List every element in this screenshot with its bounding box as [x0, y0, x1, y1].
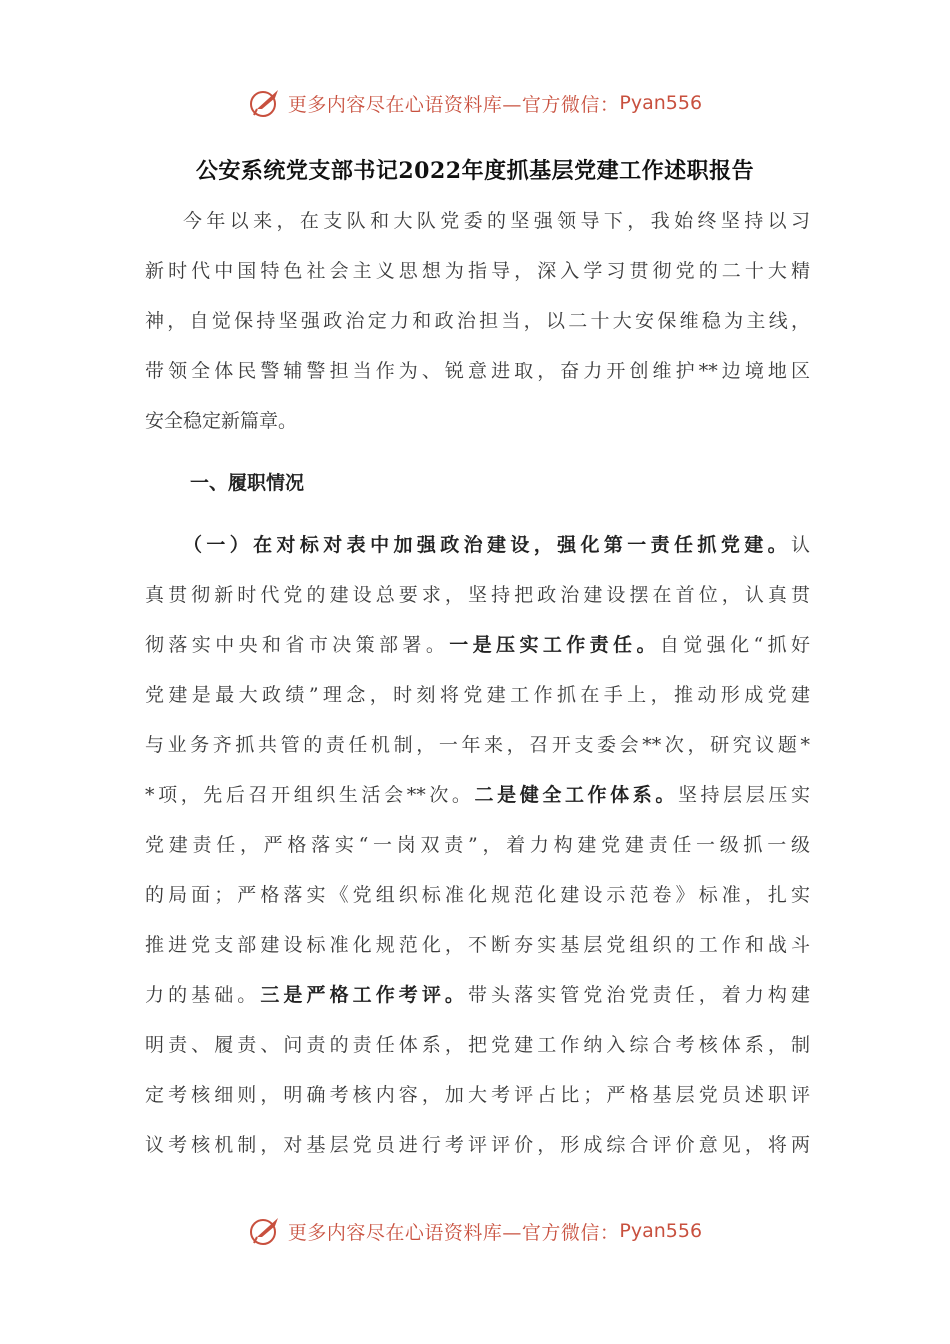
bold-run: 三是严格工作考评。: [260, 984, 468, 1006]
paragraph-line: 党建责任，严格落实“一岗双责”，着力构建党建责任一级抓一级: [145, 834, 810, 856]
text-run: 力的基础。: [145, 984, 261, 1006]
quill-logo-icon: [248, 85, 284, 121]
quill-logo-icon: [248, 1213, 284, 1249]
paragraph-line: 定考核细则，明确考核内容，加大考评占比；严格基层党员述职评: [145, 1084, 810, 1106]
section-heading: 一、履职情况: [190, 472, 305, 494]
watermark-banner-top: [0, 83, 950, 123]
intro-line: 今年以来，在支队和大队党委的坚强领导下，我始终坚持以习: [183, 210, 810, 232]
watermark-text: 更多内容尽在心语资料库—官方微信：: [287, 1221, 620, 1244]
bold-run: 一是压实工作责任。: [449, 634, 660, 656]
watermark-text: 更多内容尽在心语资料库—官方微信：: [287, 93, 620, 116]
paragraph-line: [145, 970, 810, 1020]
document-title: 公安系统党支部书记2022年度抓基层党建工作述职报告: [195, 158, 755, 184]
text-run: 彻落实中央和省市决策部署。: [145, 634, 450, 656]
text-run: 坚持层层压实: [677, 784, 810, 806]
intro-line: 神，自觉保持坚强政治定力和政治担当，以二十大安保维稳为主线，: [145, 310, 810, 332]
text-run: 认: [790, 534, 810, 556]
paragraph-line: [145, 770, 810, 820]
watermark-id: Pyan556: [619, 1220, 703, 1242]
subsection-heading: （一）在对标对表中加强政治建设，强化第一责任抓党建。: [183, 534, 791, 556]
document-body: [145, 196, 810, 1170]
bold-run: 二是健全工作体系。: [474, 784, 678, 806]
paragraph-line: [145, 520, 810, 570]
paragraph-line: 的局面；严格落实《党组织标准化规范化建设示范卷》标准，扎实: [145, 884, 810, 906]
text-run: 带头落实管党治党责任，着力构建: [468, 984, 810, 1006]
intro-line: 带领全体民警辅警担当作为、锐意进取，奋力开创维护**边境地区: [145, 360, 810, 382]
paragraph-line: [145, 620, 810, 670]
paragraph-line: 与业务齐抓共管的责任机制，一年来，召开支委会**次，研究议题*: [145, 734, 810, 756]
watermark-id: Pyan556: [619, 92, 703, 114]
text-run: 自觉强化“抓好: [659, 634, 810, 656]
intro-line: 新时代中国特色社会主义思想为指导，深入学习贯彻党的二十大精: [145, 260, 810, 282]
paragraph-line: 议考核机制，对基层党员进行考评评价，形成综合评价意见，将两: [145, 1134, 810, 1156]
paragraph-line: 党建是最大政绩”理念，时刻将党建工作抓在手上，推动形成党建: [145, 684, 810, 706]
watermark-banner-bottom: [0, 1211, 950, 1251]
paragraph-line: 真贯彻新时代党的建设总要求，坚持把政治建设摆在首位，认真贯: [145, 584, 810, 606]
text-run: *项，先后召开组织生活会**次。: [145, 784, 475, 806]
paragraph-line: 推进党支部建设标准化规范化，不断夯实基层党组织的工作和战斗: [145, 934, 810, 956]
paragraph-line: 明责、履责、问责的责任体系，把党建工作纳入综合考核体系，制: [145, 1034, 810, 1056]
intro-line: 安全稳定新篇章。: [145, 410, 298, 432]
